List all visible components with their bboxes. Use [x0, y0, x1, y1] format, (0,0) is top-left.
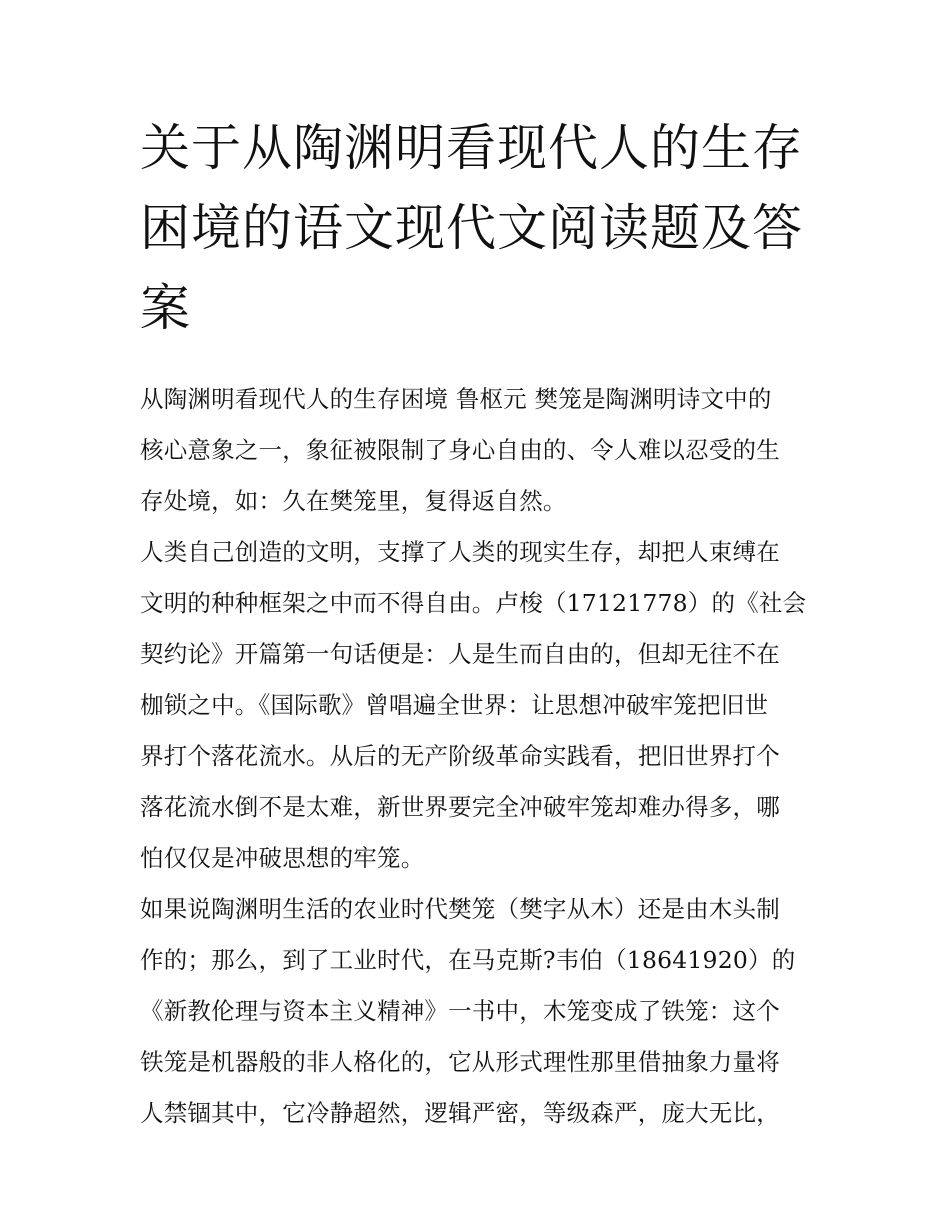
paragraph-line: 界打个落花流水。从后的无产阶级革命实践看，把旧世界打个: [140, 742, 780, 770]
paragraph-line: 存处境，如：久在樊笼里，复得返自然。: [140, 487, 567, 515]
paragraph-2: [140, 527, 812, 884]
paragraph-line: 如果说陶渊明生活的农业时代樊笼（樊字从木）还是由木头制: [140, 895, 780, 923]
paragraph-1: [140, 374, 812, 527]
paragraph-line: 人类自己创造的文明，支撑了人类的现实生存，却把人束缚在: [140, 538, 780, 566]
paragraph-line: 《新教伦理与资本主义精神》一书中，木笼变成了铁笼：这个: [140, 997, 780, 1025]
document-body: [140, 374, 812, 1139]
document-page: [140, 108, 812, 1139]
paragraph-line: 枷锁之中。《国际歌》曾唱遍全世界：让思想冲破牢笼把旧世: [140, 691, 769, 719]
title-line-2: 困境的语文现代文阅读题及答: [140, 199, 803, 257]
paragraph-line: 怕仅仅是冲破思想的牢笼。: [140, 844, 425, 872]
title-line-3: 案: [140, 279, 191, 337]
title-line-1: 关于从陶渊明看现代人的生存: [140, 119, 803, 177]
document-title: [140, 108, 812, 348]
paragraph-line: 人禁锢其中，它冷静超然，逻辑严密，等级森严，庞大无比，: [140, 1099, 780, 1127]
paragraph-line: 契约论》开篇第一句话便是：人是生而自由的，但却无往不在: [140, 640, 780, 668]
paragraph-3: [140, 884, 812, 1139]
paragraph-line: 落花流水倒不是太难，新世界要完全冲破牢笼却难办得多，哪: [140, 793, 780, 821]
paragraph-line: 铁笼是机器般的非人格化的，它从形式理性那里借抽象力量将: [140, 1048, 780, 1076]
paragraph-line: 作的；那么，到了工业时代，在马克斯?韦伯（18641920）的: [140, 946, 796, 974]
paragraph-line: 核心意象之一，象征被限制了身心自由的、令人难以忍受的生: [140, 436, 780, 464]
paragraph-line: 从陶渊明看现代人的生存困境 鲁枢元 樊笼是陶渊明诗文中的: [140, 385, 772, 413]
paragraph-line: 文明的种种框架之中而不得自由。卢梭（17121778）的《社会: [140, 589, 807, 617]
